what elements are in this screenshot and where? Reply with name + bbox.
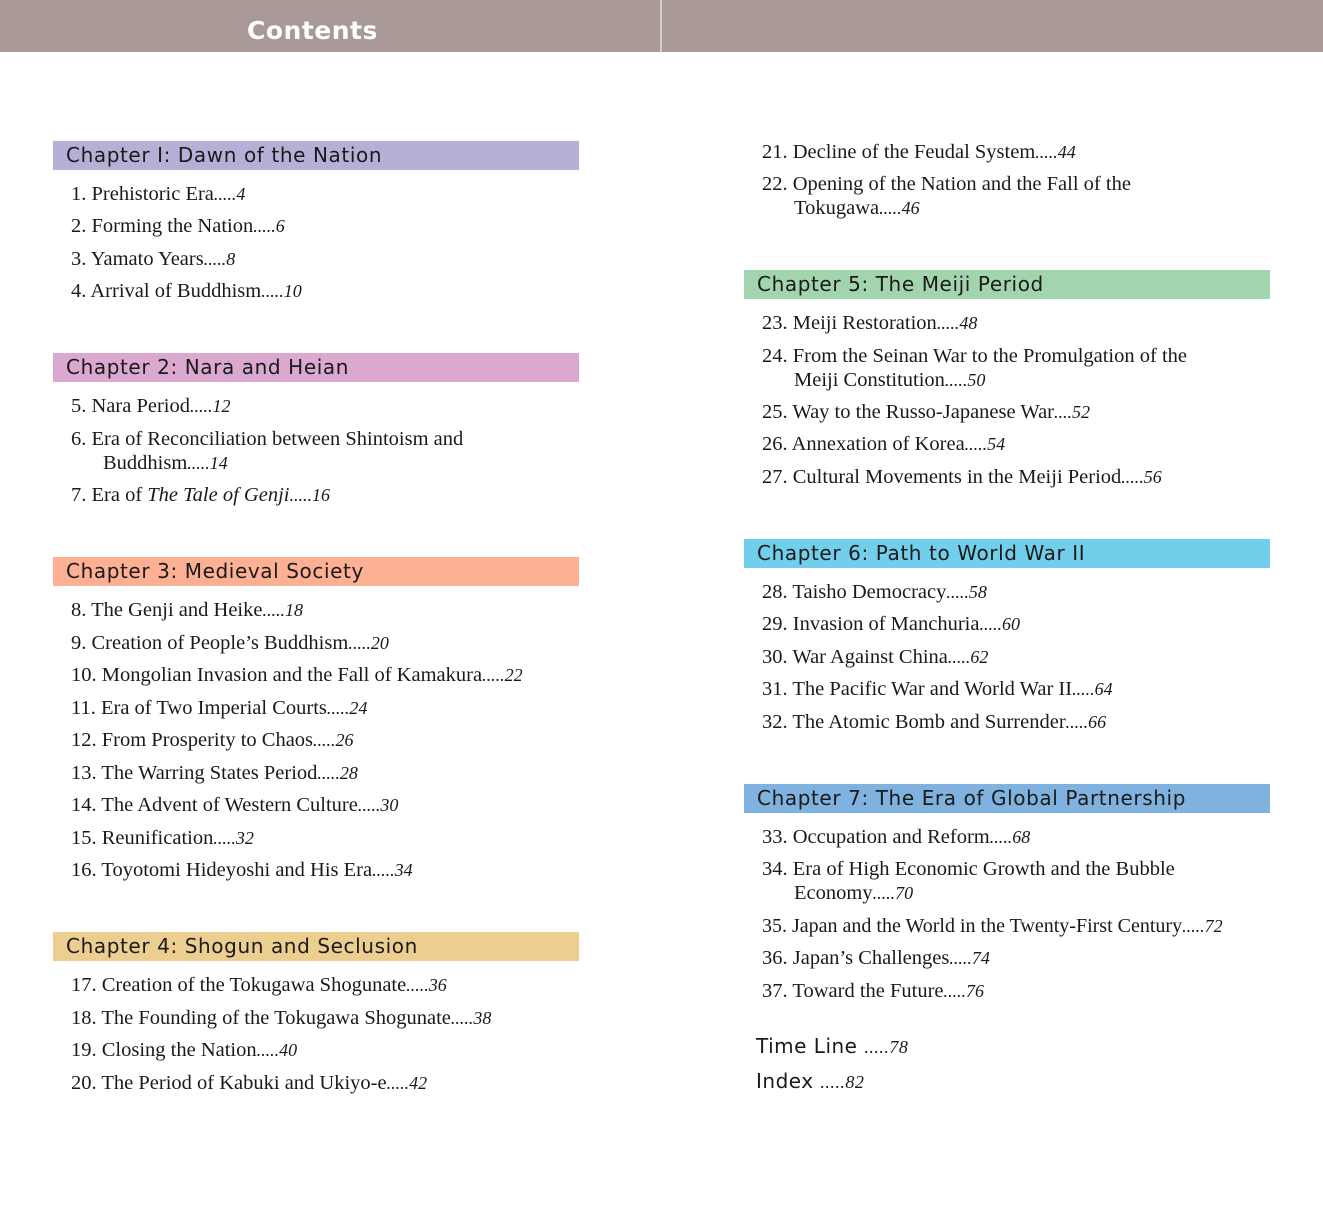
item-page: .....48: [936, 313, 978, 333]
item-title: 37. Toward the Future: [762, 980, 944, 1002]
item-title: 3. Yamato Years: [71, 248, 204, 270]
item-title: 15. Reunification: [71, 827, 214, 849]
index-label: Index: [756, 1069, 814, 1093]
item-page: .....36: [406, 975, 447, 995]
toc-item-16[interactable]: [71, 858, 413, 882]
item-page: .....14: [187, 453, 228, 473]
item-title: 27. Cultural Movements in the Meiji Period: [762, 466, 1122, 488]
toc-item-3[interactable]: [71, 247, 235, 271]
item-title-continued: Tokugawa.....46: [794, 197, 920, 219]
item-title: 33. Occupation and Reform: [762, 826, 990, 848]
item-page: .....70: [872, 883, 914, 903]
item-title: 36. Japan’s Challenges: [762, 947, 950, 969]
toc-item-12[interactable]: [71, 728, 354, 752]
item-page: .....18: [262, 600, 303, 620]
toc-item-18[interactable]: [71, 1006, 491, 1030]
item-title: 31. The Pacific War and World War II: [762, 678, 1073, 700]
item-title: 10. Mongolian Invasion and the Fall of Kamakura: [71, 664, 483, 686]
toc-item-11[interactable]: [71, 696, 367, 720]
page-divider: [660, 0, 662, 52]
chapter-2-heading: Chapter 2: Nara and Heian: [53, 353, 579, 382]
toc-index[interactable]: [756, 1069, 864, 1093]
item-page: .....56: [1121, 467, 1162, 487]
item-title: 30. War Against China: [762, 646, 948, 668]
item-page: .....62: [947, 647, 989, 667]
item-title: 7. Era of: [71, 484, 148, 506]
item-title: 13. The Warring States Period: [71, 762, 318, 784]
item-page: .....50: [944, 370, 986, 390]
toc-item-19[interactable]: [71, 1038, 297, 1062]
item-title: 22. Opening of the Nation and the Fall of the: [762, 173, 1131, 195]
toc-item-9[interactable]: [71, 631, 389, 655]
item-title: 21. Decline of the Feudal System: [762, 141, 1036, 163]
item-page: .....34: [372, 860, 413, 880]
timeline-page: .....78: [864, 1037, 909, 1057]
toc-item-10[interactable]: [71, 663, 523, 687]
toc-timeline[interactable]: [756, 1034, 908, 1058]
item-page: .....26: [313, 730, 354, 750]
item-title-continued: Economy.....70: [794, 882, 914, 904]
timeline-label: Time Line: [756, 1034, 858, 1058]
item-title: 23. Meiji Restoration: [762, 312, 937, 334]
item-title: 9. Creation of People’s Buddhism: [71, 632, 349, 654]
book-title: The Tale of Genji: [147, 484, 290, 506]
chapter-6-heading: Chapter 6: Path to World War II: [744, 539, 1270, 568]
item-title: 17. Creation of the Tokugawa Shogunate: [71, 974, 407, 996]
toc-item-30[interactable]: [762, 645, 988, 669]
toc-item-29[interactable]: [762, 612, 1020, 636]
item-title: 5. Nara Period: [71, 395, 190, 417]
toc-item-36[interactable]: [762, 946, 990, 970]
item-page: .....76: [943, 981, 985, 1001]
item-page: .....68: [989, 827, 1031, 847]
index-page: .....82: [820, 1072, 865, 1092]
toc-item-32[interactable]: [762, 710, 1106, 734]
item-page: .....32: [213, 828, 254, 848]
item-title: 1. Prehistoric Era: [71, 183, 214, 205]
item-page: .....28: [317, 763, 358, 783]
toc-item-2[interactable]: [71, 214, 285, 238]
toc-item-4[interactable]: [71, 279, 302, 303]
item-page: .....42: [386, 1073, 428, 1093]
chapter-3-heading: Chapter 3: Medieval Society: [53, 557, 579, 586]
item-title: 14. The Advent of Western Culture: [71, 794, 358, 816]
item-title: 20. The Period of Kabuki and Ukiyo-e: [71, 1072, 387, 1094]
chapter-7-heading: Chapter 7: The Era of Global Partnership: [744, 784, 1270, 813]
chapter-5-heading: Chapter 5: The Meiji Period: [744, 270, 1270, 299]
toc-item-26[interactable]: [762, 432, 1005, 456]
item-title: 34. Era of High Economic Growth and the Bubble: [762, 858, 1175, 880]
toc-item-27[interactable]: [762, 465, 1162, 489]
page-title: Contents: [247, 16, 378, 45]
item-title: 4. Arrival of Buddhism: [71, 280, 262, 302]
item-page: .....8: [203, 249, 236, 269]
item-page: .....20: [348, 633, 389, 653]
item-page: .....44: [1035, 142, 1076, 162]
toc-item-20[interactable]: [71, 1071, 427, 1095]
item-title-continued: Buddhism.....14: [103, 452, 228, 474]
item-page: .....58: [946, 582, 987, 602]
item-page: .....72: [1182, 916, 1223, 936]
toc-item-5[interactable]: [71, 394, 230, 418]
item-title: 19. Closing the Nation: [71, 1039, 257, 1061]
item-title: 32. The Atomic Bomb and Surrender: [762, 711, 1066, 733]
item-title: 2. Forming the Nation: [71, 215, 254, 237]
toc-item-31[interactable]: [762, 677, 1113, 701]
toc-item-1[interactable]: [71, 182, 245, 206]
item-page: .....30: [357, 795, 399, 815]
toc-item-37[interactable]: [762, 979, 984, 1003]
item-page: .....38: [450, 1008, 492, 1028]
toc-item-15[interactable]: [71, 826, 254, 850]
item-title-continued: Meiji Constitution.....50: [794, 369, 986, 391]
toc-item-6[interactable]: [71, 427, 463, 475]
item-page: .....54: [964, 434, 1006, 454]
item-page: .....40: [256, 1040, 298, 1060]
item-page: .....22: [482, 665, 523, 685]
item-title: 12. From Prosperity to Chaos: [71, 729, 314, 751]
toc-item-24[interactable]: [762, 344, 1187, 392]
item-title: 29. Invasion of Manchuria: [762, 613, 980, 635]
toc-item-23[interactable]: [762, 311, 977, 335]
toc-item-34[interactable]: [762, 857, 1175, 905]
item-title: 8. The Genji and Heike: [71, 599, 263, 621]
toc-item-33[interactable]: [762, 825, 1030, 849]
toc-item-25[interactable]: [762, 400, 1090, 424]
item-page: .....10: [261, 281, 302, 301]
item-title: 18. The Founding of the Tokugawa Shogunate: [71, 1007, 451, 1029]
item-title: 24. From the Seinan War to the Promulgation of the: [762, 345, 1187, 367]
item-page: .....4: [213, 184, 246, 204]
toc-item-7[interactable]: [71, 483, 330, 507]
header-bar: [0, 0, 1323, 52]
item-page: .....16: [289, 485, 330, 505]
toc-item-21[interactable]: [762, 140, 1076, 164]
item-page: .....60: [979, 614, 1020, 634]
item-title: 6. Era of Reconciliation between Shintoism and: [71, 428, 464, 450]
item-page: ....52: [1054, 402, 1090, 422]
toc-item-8[interactable]: [71, 598, 303, 622]
chapter-1-heading: Chapter I: Dawn of the Nation: [53, 141, 579, 170]
item-page: .....74: [949, 948, 990, 968]
item-page: .....64: [1072, 679, 1113, 699]
item-page: .....6: [253, 216, 285, 236]
item-title: 35. Japan and the World in the Twenty-First Century: [762, 915, 1183, 937]
item-title: 16. Toyotomi Hideyoshi and His Era: [71, 859, 373, 881]
chapter-4-heading: Chapter 4: Shogun and Seclusion: [53, 932, 579, 961]
item-title: 28. Taisho Democracy: [762, 581, 947, 603]
item-page: .....66: [1065, 712, 1107, 732]
item-page: .....46: [879, 198, 920, 218]
item-title: 26. Annexation of Korea: [762, 433, 965, 455]
item-title: 25. Way to the Russo-Japanese War: [762, 401, 1054, 423]
toc-item-22[interactable]: [762, 172, 1131, 220]
toc-item-28[interactable]: [762, 580, 987, 604]
toc-item-35[interactable]: [762, 914, 1223, 938]
item-title: 11. Era of Two Imperial Courts: [71, 697, 327, 719]
item-page: .....12: [189, 396, 231, 416]
toc-item-13[interactable]: [71, 761, 358, 785]
toc-item-17[interactable]: [71, 973, 447, 997]
item-page: .....24: [326, 698, 368, 718]
toc-item-14[interactable]: [71, 793, 398, 817]
